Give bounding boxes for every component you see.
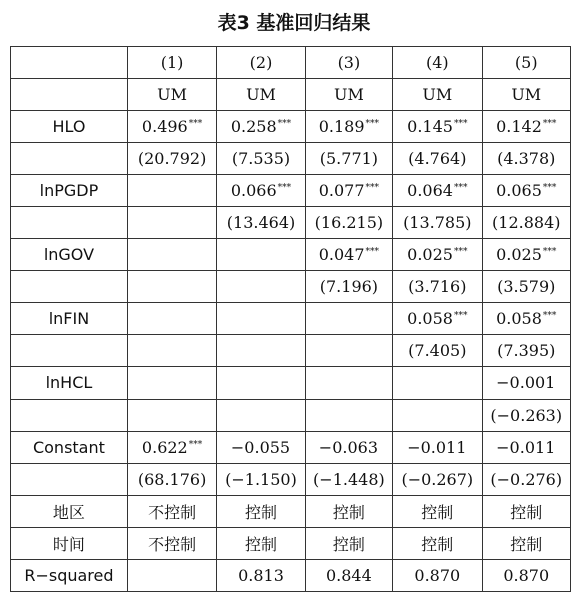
r-squared-value	[127, 559, 216, 591]
dependent-variable-cell: UM	[482, 79, 570, 111]
coefficient-cell	[305, 111, 392, 143]
coefficient-value: 0.496	[141, 117, 188, 137]
regression-table	[10, 46, 571, 592]
t-statistic-cell	[217, 399, 305, 431]
coefficient-cell	[305, 239, 392, 271]
dependent-variable-cell: UM	[127, 79, 216, 111]
coefficient-value: 0.025	[496, 245, 542, 265]
coefficient-value: 0.025	[407, 245, 453, 265]
column-header: (1)	[127, 47, 216, 79]
coefficient-value: 0.065	[496, 181, 542, 201]
t-statistic-cell: (16.215)	[305, 207, 392, 239]
coefficient-cell	[393, 431, 482, 463]
coefficient-value: 0.077	[318, 181, 365, 201]
control-value: 控制	[217, 527, 305, 559]
column-header: (5)	[482, 47, 570, 79]
significance-stars: ***	[188, 119, 203, 130]
t-statistic-cell: (7.535)	[217, 143, 305, 175]
blank-label-cell	[11, 271, 128, 303]
t-statistic-cell: (4.378)	[482, 143, 570, 175]
blank-label-cell	[11, 143, 128, 175]
coefficient-cell	[127, 175, 216, 207]
control-value: 控制	[305, 495, 392, 527]
r-squared-value: 0.844	[305, 559, 392, 591]
r-squared-value: 0.813	[217, 559, 305, 591]
significance-stars: ***	[277, 183, 292, 194]
variable-label: lnPGDP	[11, 175, 128, 207]
coefficient-cell	[217, 175, 305, 207]
control-value: 控制	[305, 527, 392, 559]
coefficient-cell	[393, 367, 482, 399]
t-statistic-row	[11, 207, 571, 239]
coefficient-value: 0.047	[318, 245, 365, 265]
significance-stars: ***	[365, 247, 380, 258]
coefficient-cell	[482, 239, 570, 271]
coefficient-cell	[482, 431, 570, 463]
coefficient-value: −0.011	[407, 437, 467, 457]
control-value: 不控制	[127, 495, 216, 527]
t-statistic-row	[11, 335, 571, 367]
significance-stars: ***	[542, 119, 557, 130]
coefficient-value: 0.058	[496, 309, 542, 329]
t-statistic-cell	[393, 399, 482, 431]
table-title: 表3 基准回归结果	[217, 12, 371, 34]
coefficient-cell	[217, 303, 305, 335]
dependent-variable-cell: UM	[217, 79, 305, 111]
coefficient-row	[11, 111, 571, 143]
dependent-variable-cell: UM	[393, 79, 482, 111]
coefficient-cell	[217, 431, 305, 463]
coefficient-cell	[393, 239, 482, 271]
coefficient-cell	[127, 303, 216, 335]
coefficient-cell	[305, 303, 392, 335]
control-label: 时间	[11, 527, 128, 559]
coefficient-value: 0.622	[141, 437, 188, 457]
coefficient-cell	[482, 367, 570, 399]
coefficient-row	[11, 239, 571, 271]
control-value: 不控制	[127, 527, 216, 559]
r-squared-label: R−squared	[11, 559, 128, 591]
t-statistic-cell	[305, 335, 392, 367]
coefficient-cell	[127, 367, 216, 399]
significance-stars: ***	[277, 119, 292, 130]
t-statistic-cell: (7.196)	[305, 271, 392, 303]
t-statistic-row	[11, 271, 571, 303]
t-statistic-cell: (7.405)	[393, 335, 482, 367]
control-value: 控制	[217, 495, 305, 527]
control-value: 控制	[482, 527, 570, 559]
significance-stars: ***	[453, 183, 468, 194]
coefficient-cell	[305, 431, 392, 463]
coefficient-row	[11, 175, 571, 207]
coefficient-value: 0.058	[407, 309, 453, 329]
t-statistic-cell: (−0.267)	[393, 463, 482, 495]
t-statistic-cell: (13.464)	[217, 207, 305, 239]
t-statistic-row	[11, 463, 571, 495]
t-statistic-cell: (−1.448)	[305, 463, 392, 495]
t-statistic-cell: (−0.263)	[482, 399, 570, 431]
coefficient-row	[11, 303, 571, 335]
coefficient-value: −0.055	[230, 437, 291, 457]
t-statistic-cell	[127, 335, 216, 367]
coefficient-cell	[393, 111, 482, 143]
r-squared-row	[11, 559, 571, 591]
coefficient-row	[11, 431, 571, 463]
control-row	[11, 527, 571, 559]
significance-stars: ***	[542, 247, 557, 258]
blank-label-cell	[11, 463, 128, 495]
variable-label: HLO	[11, 111, 128, 143]
t-statistic-cell: (68.176)	[127, 463, 216, 495]
t-statistic-cell: (4.764)	[393, 143, 482, 175]
corner-cell	[11, 47, 128, 79]
t-statistic-cell: (−1.150)	[217, 463, 305, 495]
t-statistic-cell: (3.579)	[482, 271, 570, 303]
coefficient-cell	[482, 303, 570, 335]
significance-stars: ***	[365, 183, 380, 194]
significance-stars: ***	[542, 183, 557, 194]
coefficient-row	[11, 367, 571, 399]
control-value: 控制	[393, 527, 482, 559]
significance-stars: ***	[453, 311, 468, 322]
coefficient-cell	[217, 111, 305, 143]
coefficient-value: −0.001	[496, 373, 556, 393]
control-row	[11, 495, 571, 527]
t-statistic-row	[11, 399, 571, 431]
coefficient-cell	[393, 175, 482, 207]
header-row	[11, 47, 571, 79]
control-label: 地区	[11, 495, 128, 527]
coefficient-cell	[127, 111, 216, 143]
regression-table-body	[11, 47, 571, 592]
dependent-variable-cell: UM	[305, 79, 392, 111]
t-statistic-cell: (−0.276)	[482, 463, 570, 495]
corner-cell	[11, 79, 128, 111]
coefficient-value: −0.011	[496, 437, 556, 457]
coefficient-cell	[217, 239, 305, 271]
coefficient-cell	[482, 111, 570, 143]
coefficient-cell	[217, 367, 305, 399]
significance-stars: ***	[453, 247, 468, 258]
t-statistic-cell	[305, 399, 392, 431]
control-value: 控制	[482, 495, 570, 527]
coefficient-cell	[305, 175, 392, 207]
coefficient-cell	[305, 367, 392, 399]
t-statistic-cell	[127, 271, 216, 303]
coefficient-value: 0.142	[496, 117, 542, 137]
significance-stars: ***	[188, 439, 203, 450]
significance-stars: ***	[542, 311, 557, 322]
t-statistic-cell: (12.884)	[482, 207, 570, 239]
t-statistic-cell	[127, 207, 216, 239]
blank-label-cell	[11, 399, 128, 431]
t-statistic-cell: (7.395)	[482, 335, 570, 367]
significance-stars: ***	[453, 119, 468, 130]
t-statistic-cell: (13.785)	[393, 207, 482, 239]
variable-label: lnFIN	[11, 303, 128, 335]
t-statistic-cell	[217, 271, 305, 303]
t-statistic-cell	[217, 335, 305, 367]
t-statistic-cell: (20.792)	[127, 143, 216, 175]
control-value: 控制	[393, 495, 482, 527]
t-statistic-row	[11, 143, 571, 175]
coefficient-cell	[127, 431, 216, 463]
coefficient-cell	[127, 239, 216, 271]
r-squared-value: 0.870	[482, 559, 570, 591]
variable-label: lnHCL	[11, 367, 128, 399]
t-statistic-cell: (3.716)	[393, 271, 482, 303]
r-squared-value: 0.870	[393, 559, 482, 591]
coefficient-value: 0.145	[407, 117, 453, 137]
coefficient-value: 0.064	[407, 181, 453, 201]
blank-label-cell	[11, 335, 128, 367]
variable-label: Constant	[11, 431, 128, 463]
column-header: (2)	[217, 47, 305, 79]
t-statistic-cell	[127, 399, 216, 431]
t-statistic-cell: (5.771)	[305, 143, 392, 175]
dependent-row	[11, 79, 571, 111]
coefficient-value: 0.258	[230, 117, 277, 137]
significance-stars: ***	[365, 119, 380, 130]
column-header: (4)	[393, 47, 482, 79]
coefficient-value: 0.066	[230, 181, 277, 201]
coefficient-value: −0.063	[318, 437, 378, 457]
variable-label: lnGOV	[11, 239, 128, 271]
coefficient-value: 0.189	[318, 117, 365, 137]
blank-label-cell	[11, 207, 128, 239]
column-header: (3)	[305, 47, 392, 79]
coefficient-cell	[482, 175, 570, 207]
coefficient-cell	[393, 303, 482, 335]
